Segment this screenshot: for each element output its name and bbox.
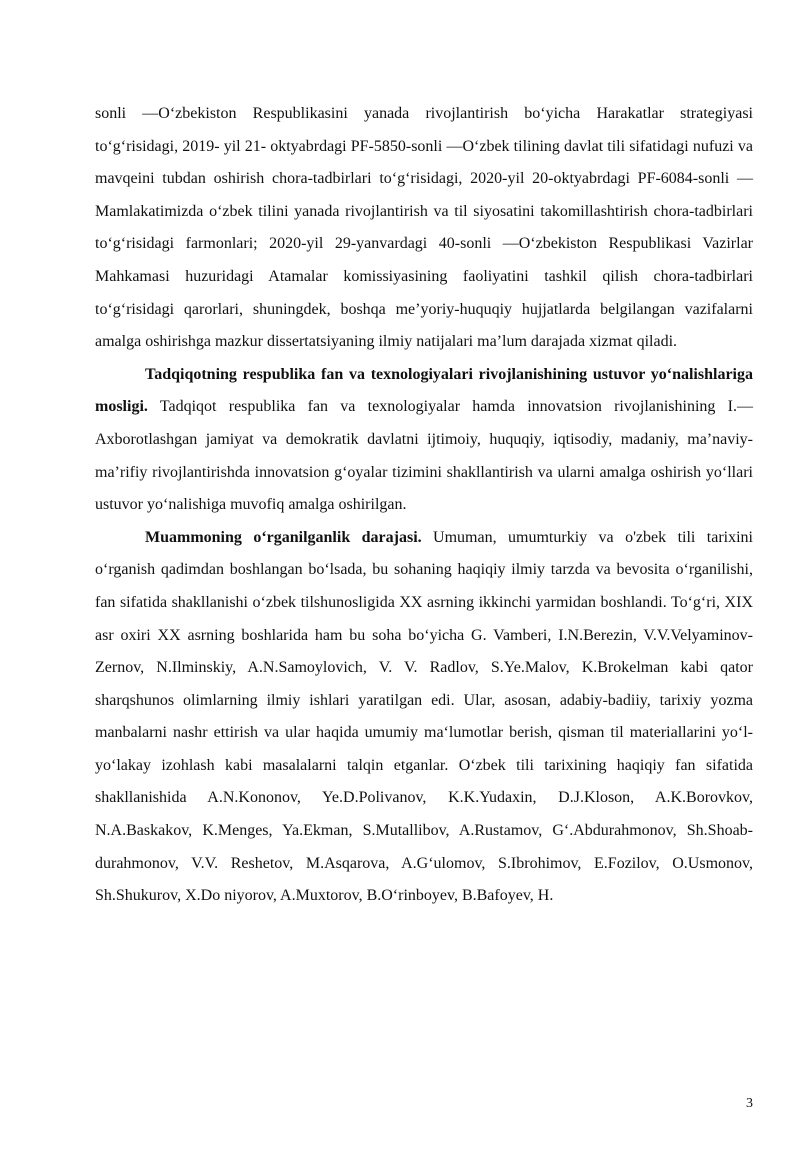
paragraph-research-priority (95, 359, 753, 522)
paragraph-legal-basis (95, 98, 753, 359)
page-number: 3 (746, 1096, 753, 1111)
section-heading: Muammoning o‘rganilganlik darajasi. (145, 528, 422, 546)
paragraph-text: Umuman, umumturkiy va o'zbek tili tarixini o‘rganish qadimdan boshlangan bo‘lsada, bu sohaning haqiqiy ilmiy tarzda va bevosita o‘rganilishi, fan sifatida shakllanishi o‘zbek tilshunosligida XX asrning ikkinchi yarmidan boshlandi. To‘g‘ri, XIX asr oxiri XX asrning boshlarida ham bu soha bo‘yicha G. Vamberi, I.N.Berezin, V.V.Velyaminov-Zernov, N.Ilminskiy, A.N.Samoylovich, V. V. Radlov, S.Ye.Malov, K.Brokelman kabi qator sharqshunos olimlarning ilmiy ishlari yaratilgan edi. Ular, asosan, adabiy-badiiy, tarixiy yozma manbalarni nashr ettirish va ular haqida umumiy ma‘lumotlar berish, qisman til materiallarini yo‘l-yo‘lakay izohlash kabi masalalarni talqin etganlar. O‘zbek tili tarixining haqiqiy fan sifatida shakllanishida A.N.Kononov, Ye.D.Polivanov, K.K.Yudaxin, D.J.Kloson, A.K.Borovkov, N.A.Baskakov, K.Menges, Ya.Ekman, S.Mutallibov, A.Rustamov, G‘.Abdurahmonov, Sh.Shoab-durahmonov, V.V. Reshetov, M.Asqarova, A.G‘ulomov, S.Ibrohimov, E.Fozilov, O.Usmonov, Sh.Shukurov, X.Do niyorov, A.Muxtorov, B.O‘rinboyev, B.Bafoyev, H. (95, 528, 753, 905)
paragraph-text: Tadqiqot respublika fan va texnologiyalar hamda innovatsion rivojlanishining I.—Axborotlashgan jamiyat va demokratik davlatni ijtimoiy, huquqiy, iqtisodiy, madaniy, ma’naviy-ma’rifiy rivojlantirishda innovatsion g‘oyalar tizimini shakllantirish va ularni amalga oshirish yo‘llari ustuvor yo‘nalishiga muvofiq amalga oshirilgan. (95, 398, 753, 514)
paragraph-study-level (95, 522, 753, 913)
document-page (95, 98, 753, 913)
section-heading: Tadqiqotning respublika fan va texnologiyalari rivojlanishining ustuvor yo‘nalishlariga mosligi. (95, 365, 753, 416)
paragraph-text: sonli —O‘zbekiston Respublikasini yanada rivojlantirish bo‘yicha Harakatlar strategiyasi to‘g‘risidagi, 2019- yil 21- oktyabrdagi PF-5850-sonli —O‘zbek tilining davlat tili sifatidagi nufuzi va mavqeini tubdan oshirish chora-tadbirlari to‘g‘risidagi, 2020-yil 20-oktyabrdagi PF-6084-sonli —Mamlakatimizda o‘zbek tilini yanada rivojlantirish va til siyosatini takomillashtirish chora-tadbirlari to‘g‘risidagi farmonlari; 2020-yil 29-yanvardagi 40-sonli —O‘zbekiston Respublikasi Vazirlar Mahkamasi huzuridagi Atamalar komissiyasining faoliyatini tashkil qilish chora-tadbirlari to‘g‘risidagi qarorlari, shuningdek, boshqa me’yoriy-huquqiy hujjatlarda belgilangan vazifalarni amalga oshirishga mazkur dissertatsiyaning ilmiy natijalari ma’lum darajada xizmat qiladi. (95, 105, 753, 351)
